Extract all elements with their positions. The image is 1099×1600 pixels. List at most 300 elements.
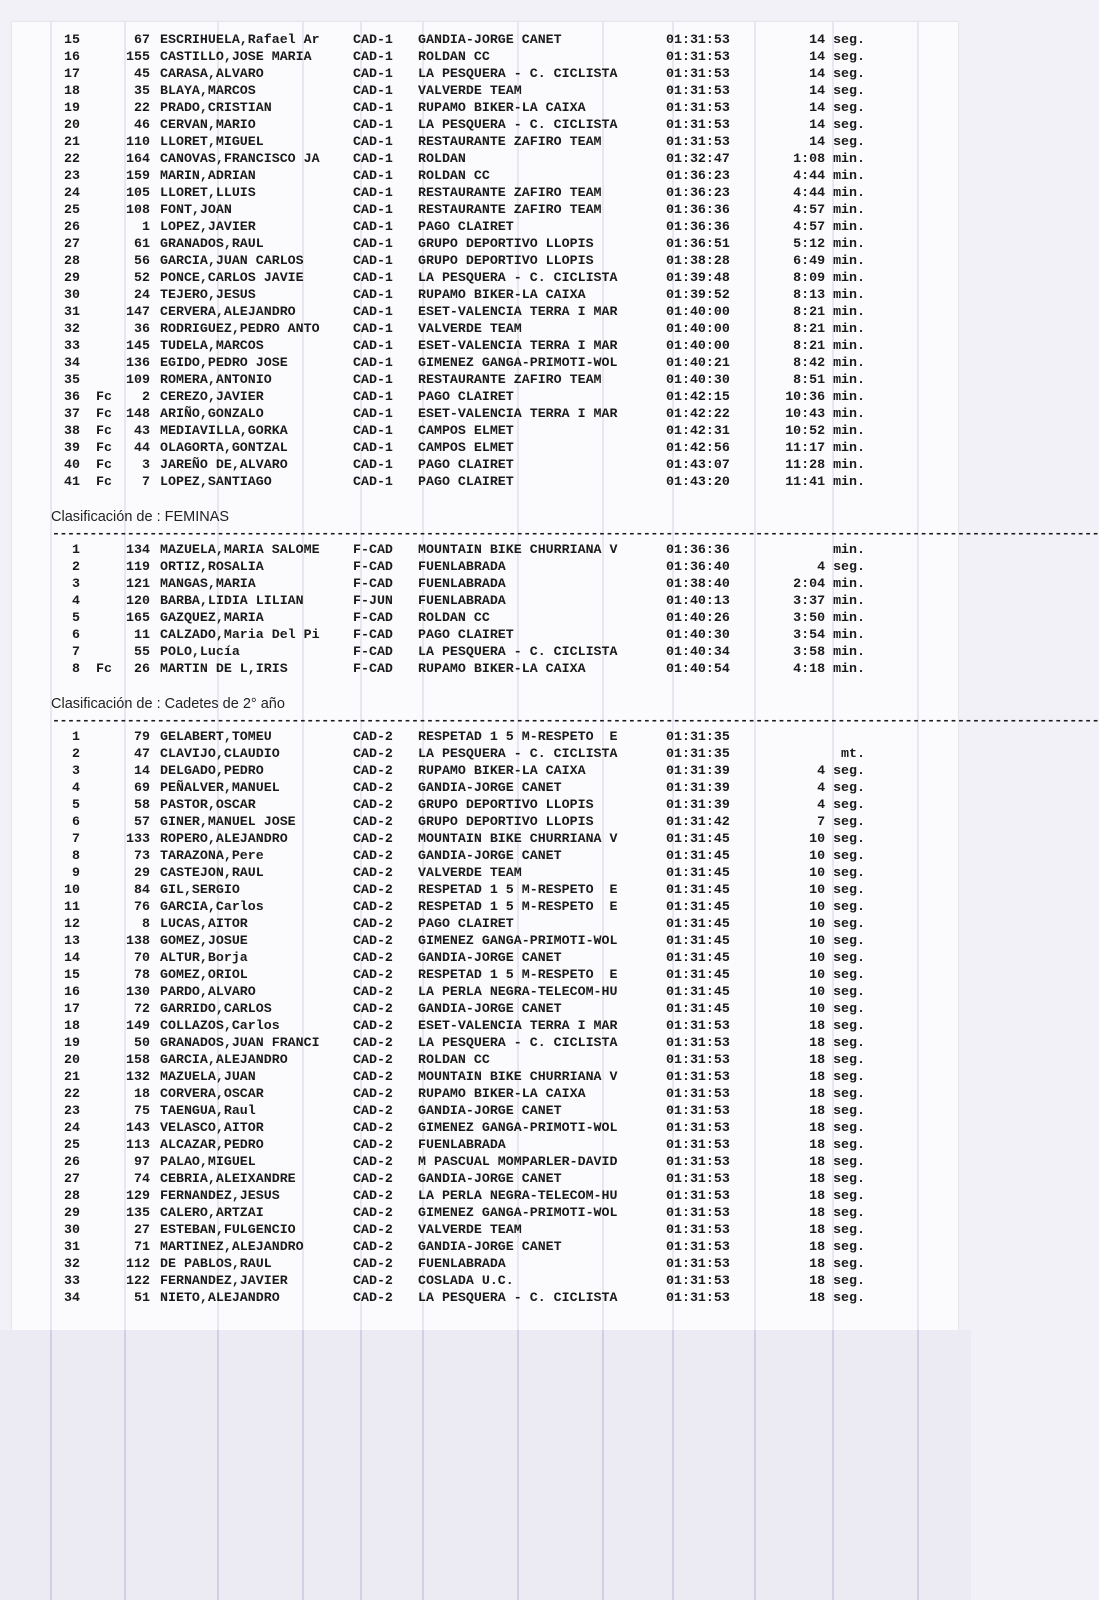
table-row	[0, 167, 971, 184]
table-row	[0, 439, 971, 456]
finish-time: 01:31:53	[666, 1154, 730, 1169]
finish-time: 01:31:39	[666, 780, 730, 795]
bib-number: 50	[134, 1035, 150, 1050]
table-row	[0, 82, 971, 99]
bib-number: 47	[134, 746, 150, 761]
finish-time: 01:31:53	[666, 117, 730, 132]
bib-number: 43	[134, 423, 150, 438]
time-gap: 14 seg.	[809, 134, 865, 149]
bib-number: 36	[134, 321, 150, 336]
time-gap: 10:36 min.	[785, 389, 865, 404]
table-row	[0, 31, 971, 48]
time-gap: 8:42 min.	[793, 355, 865, 370]
table-row	[0, 1153, 971, 1170]
rider-name: MANGAS,MARIA	[160, 576, 256, 591]
scan-stripe	[360, 1330, 362, 1600]
time-gap: 3:54 min.	[793, 627, 865, 642]
position: 23	[64, 168, 80, 183]
time-gap: 8:13 min.	[793, 287, 865, 302]
finish-time: 01:31:53	[666, 1018, 730, 1033]
table-row	[0, 286, 971, 303]
position: 6	[72, 627, 80, 642]
rider-name: CALZADO,Maria Del Pi	[160, 627, 320, 642]
table-row	[0, 99, 971, 116]
finish-time: 01:31:45	[666, 984, 730, 999]
table-row	[0, 405, 971, 422]
time-gap: 8:21 min.	[793, 321, 865, 336]
position: 18	[64, 1018, 80, 1033]
table-row	[0, 1255, 971, 1272]
bib-number: 113	[126, 1137, 150, 1152]
category: CAD-2	[353, 1205, 393, 1220]
table-row	[0, 269, 971, 286]
position: 22	[64, 151, 80, 166]
position: 8	[72, 661, 80, 676]
team-name: MOUNTAIN BIKE CHURRIANA V	[418, 831, 618, 846]
position: 9	[72, 865, 80, 880]
position: 3	[72, 763, 80, 778]
team-name: GRUPO DEPORTIVO LLOPIS	[418, 253, 594, 268]
time-gap: 14 seg.	[809, 117, 865, 132]
time-gap: 10 seg.	[809, 848, 865, 863]
position: 8	[72, 848, 80, 863]
rider-name: GARCIA,JUAN CARLOS	[160, 253, 304, 268]
scan-stripe	[124, 1330, 126, 1600]
table-row	[0, 1289, 971, 1306]
team-name: ROLDAN CC	[418, 610, 490, 625]
position: 36	[64, 389, 80, 404]
scan-stripe	[832, 1330, 834, 1600]
finish-time: 01:42:31	[666, 423, 730, 438]
bib-number: 75	[134, 1103, 150, 1118]
team-name: VALVERDE TEAM	[418, 1222, 522, 1237]
time-gap: 14 seg.	[809, 66, 865, 81]
bib-number: 7	[142, 474, 150, 489]
category: F-CAD	[353, 644, 393, 659]
position: 32	[64, 321, 80, 336]
bib-number: 129	[126, 1188, 150, 1203]
time-gap: 4:57 min.	[793, 219, 865, 234]
rider-name: GELABERT,TOMEU	[160, 729, 272, 744]
bib-number: 35	[134, 83, 150, 98]
time-gap: 18 seg.	[809, 1171, 865, 1186]
rider-name: CORVERA,OSCAR	[160, 1086, 264, 1101]
position: 26	[64, 219, 80, 234]
category: F-CAD	[353, 661, 393, 676]
bib-number: 120	[126, 593, 150, 608]
rider-name: PARDO,ALVARO	[160, 984, 256, 999]
bib-number: 165	[126, 610, 150, 625]
rider-name: CALERO,ARTZAI	[160, 1205, 264, 1220]
rider-name: MAZUELA,JUAN	[160, 1069, 256, 1084]
category: CAD-2	[353, 1103, 393, 1118]
team-name: ESET-VALENCIA TERRA I MAR	[418, 1018, 618, 1033]
finish-time: 01:31:53	[666, 1052, 730, 1067]
team-name: CAMPOS ELMET	[418, 423, 514, 438]
position: 15	[64, 967, 80, 982]
table-row	[0, 643, 971, 660]
rider-name: DE PABLOS,RAUL	[160, 1256, 272, 1271]
finish-time: 01:39:52	[666, 287, 730, 302]
rider-name: LOPEZ,JAVIER	[160, 219, 256, 234]
position: 1	[72, 729, 80, 744]
category: CAD-2	[353, 1290, 393, 1305]
team-name: LA PESQUERA - C. CICLISTA	[418, 1290, 618, 1305]
category: CAD-2	[353, 1154, 393, 1169]
category: CAD-1	[353, 440, 393, 455]
table-row	[0, 915, 971, 932]
bib-number: 155	[126, 49, 150, 64]
category: CAD-1	[353, 406, 393, 421]
team-name: LA PERLA NEGRA-TELECOM-HU	[418, 1188, 618, 1203]
time-gap: 18 seg.	[809, 1120, 865, 1135]
category: CAD-2	[353, 1069, 393, 1084]
rider-name: LLORET,LLUIS	[160, 185, 256, 200]
finish-time: 01:40:54	[666, 661, 730, 676]
team-name: RESPETAD 1 5 M-RESPETO E	[418, 882, 618, 897]
finish-time: 01:42:22	[666, 406, 730, 421]
time-gap: 18 seg.	[809, 1290, 865, 1305]
category: CAD-2	[353, 729, 393, 744]
finish-time: 01:40:00	[666, 338, 730, 353]
bib-number: 145	[126, 338, 150, 353]
team-name: COSLADA U.C.	[418, 1273, 514, 1288]
position: 7	[72, 644, 80, 659]
position: 25	[64, 1137, 80, 1152]
finish-time: 01:31:53	[666, 100, 730, 115]
rider-name: LLORET,MIGUEL	[160, 134, 264, 149]
fc-flag: Fc	[96, 406, 112, 421]
scan-stripe	[754, 1330, 756, 1600]
bib-number: 73	[134, 848, 150, 863]
category: CAD-2	[353, 899, 393, 914]
bib-number: 136	[126, 355, 150, 370]
finish-time: 01:31:45	[666, 967, 730, 982]
finish-time: 01:36:23	[666, 185, 730, 200]
rider-name: GAZQUEZ,MARIA	[160, 610, 264, 625]
bib-number: 55	[134, 644, 150, 659]
team-name: LA PESQUERA - C. CICLISTA	[418, 1035, 618, 1050]
position: 6	[72, 814, 80, 829]
time-gap: 4 seg.	[817, 559, 865, 574]
team-name: RESTAURANTE ZAFIRO TEAM	[418, 185, 602, 200]
team-name: LA PESQUERA - C. CICLISTA	[418, 270, 618, 285]
team-name: GANDIA-JORGE CANET	[418, 780, 562, 795]
category: CAD-1	[353, 372, 393, 387]
bib-number: 84	[134, 882, 150, 897]
table-row	[0, 626, 971, 643]
rider-name: BLAYA,MARCOS	[160, 83, 256, 98]
bib-number: 148	[126, 406, 150, 421]
bib-number: 74	[134, 1171, 150, 1186]
time-gap: 10 seg.	[809, 916, 865, 931]
table-row	[0, 48, 971, 65]
team-name: GIMENEZ GANGA-PRIMOTI-WOL	[418, 1120, 618, 1135]
finish-time: 01:31:53	[666, 1290, 730, 1305]
position: 2	[72, 559, 80, 574]
category: F-CAD	[353, 542, 393, 557]
time-gap: 2:04 min.	[793, 576, 865, 591]
category: F-JUN	[353, 593, 393, 608]
table-row	[0, 796, 971, 813]
table-row	[0, 1204, 971, 1221]
team-name: FUENLABRADA	[418, 1256, 506, 1271]
rider-name: CANOVAS,FRANCISCO JA	[160, 151, 320, 166]
bib-number: 29	[134, 865, 150, 880]
rider-name: PONCE,CARLOS JAVIE	[160, 270, 304, 285]
team-name: GIMENEZ GANGA-PRIMOTI-WOL	[418, 355, 618, 370]
position: 35	[64, 372, 80, 387]
bib-number: 14	[134, 763, 150, 778]
team-name: GIMENEZ GANGA-PRIMOTI-WOL	[418, 1205, 618, 1220]
finish-time: 01:31:53	[666, 1188, 730, 1203]
category: CAD-2	[353, 1001, 393, 1016]
fc-flag: Fc	[96, 474, 112, 489]
position: 20	[64, 117, 80, 132]
position: 33	[64, 1273, 80, 1288]
position: 22	[64, 1086, 80, 1101]
position: 15	[64, 32, 80, 47]
time-gap: 18 seg.	[809, 1069, 865, 1084]
fc-flag: Fc	[96, 440, 112, 455]
finish-time: 01:31:53	[666, 83, 730, 98]
time-gap: 18 seg.	[809, 1086, 865, 1101]
rider-name: FERNANDEZ,JAVIER	[160, 1273, 288, 1288]
team-name: CAMPOS ELMET	[418, 440, 514, 455]
category: CAD-2	[353, 780, 393, 795]
bib-number: 132	[126, 1069, 150, 1084]
finish-time: 01:31:45	[666, 916, 730, 931]
table-row	[0, 150, 971, 167]
team-name: ESET-VALENCIA TERRA I MAR	[418, 406, 618, 421]
rider-name: GRANADOS,JUAN FRANCI	[160, 1035, 320, 1050]
bib-number: 121	[126, 576, 150, 591]
finish-time: 01:31:53	[666, 1222, 730, 1237]
scan-stripe	[917, 1330, 919, 1600]
finish-time: 01:31:53	[666, 1205, 730, 1220]
rider-name: FONT,JOAN	[160, 202, 232, 217]
bib-number: 159	[126, 168, 150, 183]
category: CAD-2	[353, 865, 393, 880]
position: 29	[64, 270, 80, 285]
position: 29	[64, 1205, 80, 1220]
table-row	[0, 133, 971, 150]
category: CAD-2	[353, 1120, 393, 1135]
bib-number: 11	[134, 627, 150, 642]
bib-number: 58	[134, 797, 150, 812]
position: 3	[72, 576, 80, 591]
time-gap: 18 seg.	[809, 1035, 865, 1050]
finish-time: 01:31:53	[666, 1273, 730, 1288]
time-gap: 18 seg.	[809, 1256, 865, 1271]
team-name: PAGO CLAIRET	[418, 389, 514, 404]
bib-number: 109	[126, 372, 150, 387]
finish-time: 01:40:30	[666, 627, 730, 642]
rider-name: MARTINEZ,ALEJANDRO	[160, 1239, 304, 1254]
bib-number: 61	[134, 236, 150, 251]
rider-name: CEBRIA,ALEIXANDRE	[160, 1171, 296, 1186]
table-row	[0, 932, 971, 949]
category: CAD-2	[353, 916, 393, 931]
team-name: PAGO CLAIRET	[418, 457, 514, 472]
category: CAD-2	[353, 1086, 393, 1101]
bib-number: 79	[134, 729, 150, 744]
table-row	[0, 201, 971, 218]
finish-time: 01:31:45	[666, 933, 730, 948]
finish-time: 01:40:34	[666, 644, 730, 659]
team-name: RUPAMO BIKER-LA CAIXA	[418, 287, 586, 302]
bib-number: 76	[134, 899, 150, 914]
section-spacer	[0, 490, 971, 507]
position: 27	[64, 1171, 80, 1186]
table-row	[0, 660, 971, 677]
scan-stripe	[602, 1330, 604, 1600]
category: CAD-1	[353, 219, 393, 234]
finish-time: 01:31:53	[666, 1069, 730, 1084]
table-row	[0, 388, 971, 405]
position: 40	[64, 457, 80, 472]
time-gap: 18 seg.	[809, 1137, 865, 1152]
team-name: RESPETAD 1 5 M-RESPETO E	[418, 729, 618, 744]
table-row	[0, 337, 971, 354]
time-gap: 10 seg.	[809, 865, 865, 880]
position: 32	[64, 1256, 80, 1271]
rider-name: LOPEZ,SANTIAGO	[160, 474, 272, 489]
category: CAD-1	[353, 236, 393, 251]
finish-time: 01:31:45	[666, 950, 730, 965]
bib-number: 78	[134, 967, 150, 982]
category: CAD-1	[353, 83, 393, 98]
bib-number: 71	[134, 1239, 150, 1254]
team-name: PAGO CLAIRET	[418, 474, 514, 489]
category: CAD-2	[353, 950, 393, 965]
team-name: RUPAMO BIKER-LA CAIXA	[418, 100, 586, 115]
category: CAD-1	[353, 270, 393, 285]
category: CAD-1	[353, 100, 393, 115]
section-title: Clasificación de : FEMINAS	[51, 509, 230, 525]
rider-name: PRADO,CRISTIAN	[160, 100, 272, 115]
time-gap: 10:43 min.	[785, 406, 865, 421]
rider-name: VELASCO,AITOR	[160, 1120, 264, 1135]
rider-name: GRANADOS,RAUL	[160, 236, 264, 251]
position: 18	[64, 83, 80, 98]
table-row	[0, 371, 971, 388]
bib-number: 2	[142, 389, 150, 404]
finish-time: 01:31:53	[666, 1256, 730, 1271]
position: 17	[64, 66, 80, 81]
table-row	[0, 966, 971, 983]
rider-name: GOMEZ,JOSUE	[160, 933, 248, 948]
finish-time: 01:36:36	[666, 219, 730, 234]
finish-time: 01:31:53	[666, 1239, 730, 1254]
position: 2	[72, 746, 80, 761]
position: 28	[64, 253, 80, 268]
table-row	[0, 1170, 971, 1187]
rider-name: CARASA,ALVARO	[160, 66, 264, 81]
time-gap: 8:51 min.	[793, 372, 865, 387]
bib-number: 108	[126, 202, 150, 217]
finish-time: 01:40:00	[666, 321, 730, 336]
team-name: MOUNTAIN BIKE CHURRIANA V	[418, 1069, 618, 1084]
position: 13	[64, 933, 80, 948]
category: CAD-2	[353, 848, 393, 863]
table-row	[0, 422, 971, 439]
team-name: RUPAMO BIKER-LA CAIXA	[418, 661, 586, 676]
team-name: RESPETAD 1 5 M-RESPETO E	[418, 967, 618, 982]
team-name: GRUPO DEPORTIVO LLOPIS	[418, 797, 594, 812]
table-row	[0, 1034, 971, 1051]
fc-flag: Fc	[96, 457, 112, 472]
team-name: GRUPO DEPORTIVO LLOPIS	[418, 814, 594, 829]
bib-number: 135	[126, 1205, 150, 1220]
section-divider: --------------------------------------------------------------------------------------------------------------------------------------------	[52, 713, 1099, 728]
table-row	[0, 1238, 971, 1255]
team-name: VALVERDE TEAM	[418, 865, 522, 880]
rider-name: GOMEZ,ORIOL	[160, 967, 248, 982]
rider-name: ORTIZ,ROSALIA	[160, 559, 264, 574]
finish-time: 01:36:36	[666, 542, 730, 557]
table-row	[0, 1017, 971, 1034]
finish-time: 01:40:21	[666, 355, 730, 370]
team-name: GANDIA-JORGE CANET	[418, 1171, 562, 1186]
time-gap: 14 seg.	[809, 49, 865, 64]
table-row	[0, 881, 971, 898]
time-gap: 1:08 min.	[793, 151, 865, 166]
category: CAD-2	[353, 882, 393, 897]
team-name: RESTAURANTE ZAFIRO TEAM	[418, 134, 602, 149]
finish-time: 01:36:36	[666, 202, 730, 217]
table-row	[0, 949, 971, 966]
team-name: ROLDAN CC	[418, 168, 490, 183]
team-name: MOUNTAIN BIKE CHURRIANA V	[418, 542, 618, 557]
team-name: GANDIA-JORGE CANET	[418, 1001, 562, 1016]
table-row	[0, 762, 971, 779]
scan-stripe	[517, 1330, 519, 1600]
category: CAD-2	[353, 984, 393, 999]
rider-name: MEDIAVILLA,GORKA	[160, 423, 288, 438]
table-row	[0, 235, 971, 252]
table-row	[0, 558, 971, 575]
team-name: VALVERDE TEAM	[418, 83, 522, 98]
rider-name: ESCRIHUELA,Rafael Ar	[160, 32, 320, 47]
finish-time: 01:36:23	[666, 168, 730, 183]
finish-time: 01:31:53	[666, 49, 730, 64]
team-name: RESTAURANTE ZAFIRO TEAM	[418, 372, 602, 387]
position: 11	[64, 899, 80, 914]
position: 31	[64, 304, 80, 319]
time-gap: 11:41 min.	[785, 474, 865, 489]
category: F-CAD	[353, 610, 393, 625]
category: CAD-1	[353, 66, 393, 81]
table-row	[0, 847, 971, 864]
table-row	[0, 592, 971, 609]
time-gap: 4:44 min.	[793, 185, 865, 200]
rider-name: GARCIA,ALEJANDRO	[160, 1052, 288, 1067]
team-name: RUPAMO BIKER-LA CAIXA	[418, 763, 586, 778]
finish-time: 01:31:53	[666, 1120, 730, 1135]
scan-stripe	[302, 1330, 304, 1600]
team-name: PAGO CLAIRET	[418, 916, 514, 931]
fc-flag: Fc	[96, 661, 112, 676]
bib-number: 56	[134, 253, 150, 268]
rider-name: PALAO,MIGUEL	[160, 1154, 256, 1169]
finish-time: 01:31:39	[666, 797, 730, 812]
section-spacer	[0, 677, 971, 694]
finish-time: 01:31:45	[666, 848, 730, 863]
rider-name: FERNANDEZ,JESUS	[160, 1188, 280, 1203]
team-name: GRUPO DEPORTIVO LLOPIS	[418, 236, 594, 251]
table-row	[0, 473, 971, 490]
